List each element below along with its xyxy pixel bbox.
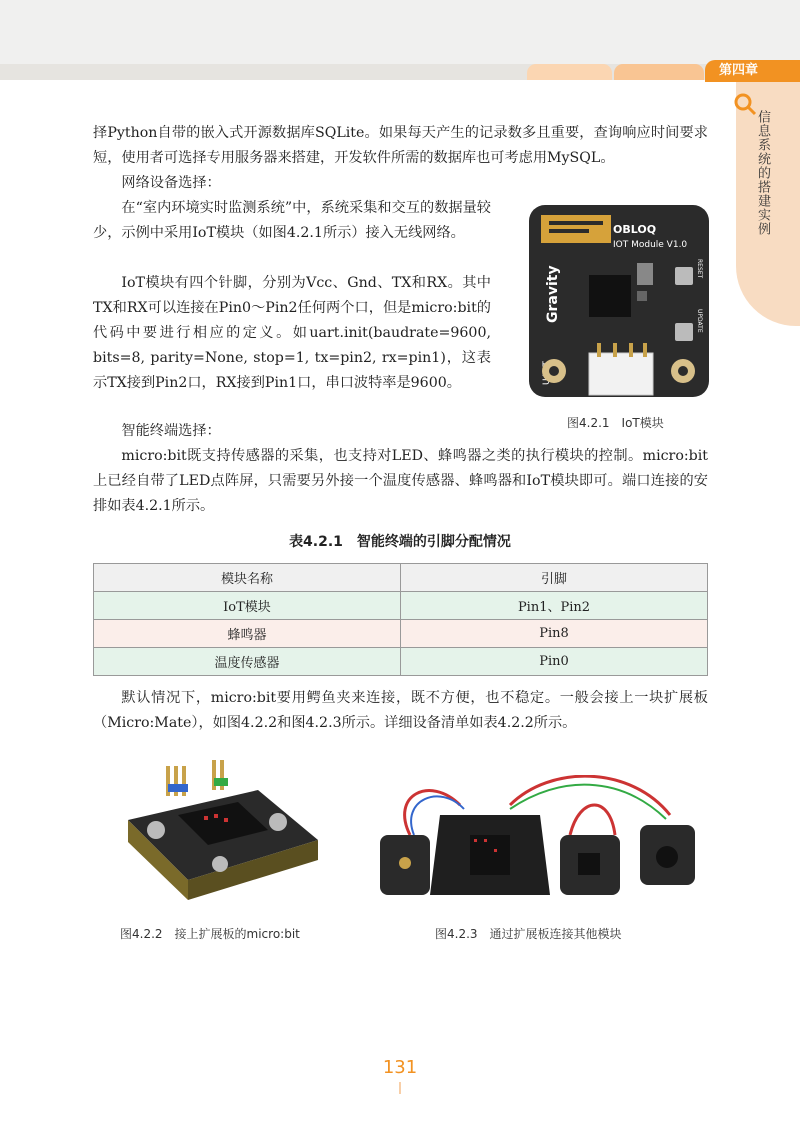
iot-label-obloq: OBLOQ	[613, 223, 657, 236]
iot-module-image	[527, 203, 711, 399]
cell-module: 蜂鸣器	[94, 620, 401, 648]
cell-pin: Pin1、Pin2	[401, 592, 708, 620]
figure-4-2-1-caption: 图4.2.1 IoT模块	[567, 416, 664, 430]
figure-4-2-2-caption: 图4.2.2 接上扩展板的micro:bit	[120, 927, 300, 941]
page-number: 131	[382, 1057, 418, 1078]
iot-label-update: UPDATE	[696, 309, 703, 333]
column-header-module: 模块名称	[94, 564, 401, 592]
microbit-expansion-image	[108, 760, 328, 910]
cell-pin: Pin0	[401, 648, 708, 676]
paragraph-microbit: micro:bit既支持传感器的采集，也支持对LED、蜂鸣器之类的执行模块的控制。micro:bit上已经自带了LED点阵屏，只需要另外接一个温度传感器、蜂鸣器和IoT模块即可。端口连接的安排如表4.2.1所示。	[93, 448, 708, 514]
table-row	[94, 648, 708, 676]
figure-4-2-3-caption: 图4.2.3 通过扩展板连接其他模块	[435, 927, 622, 941]
side-section-title: 信息系统的搭建实例	[755, 110, 770, 236]
paragraph-expansion-board: 默认情况下，micro:bit要用鳄鱼夹来连接，既不方便，也不稳定。一般会接上一块扩展板（Micro:Mate），如图4.2.2和图4.2.3所示。详细设备清单如表4.2.2所示。	[93, 690, 708, 731]
chapter-tab: 第四章	[705, 60, 800, 82]
connected-modules-image	[370, 775, 710, 910]
paragraph-network: 在“室内环境实时监测系统”中，系统采集和交互的数据量较少，示例中采用IoT模块（如图4.2.1所示）接入无线网络。	[93, 200, 491, 241]
cell-pin: Pin8	[401, 620, 708, 648]
page-marker	[399, 1082, 401, 1094]
header-band	[0, 0, 800, 64]
column-header-pin: 引脚	[401, 564, 708, 592]
paragraph-iot-pins: IoT模块有四个针脚，分别为Vcc、Gnd、TX和RX。其中TX和RX可以连接在Pin0～Pin2任何两个口，但是micro:bit的代码中要进行相应的定义。如uart.init(baudrate=9600, bits=8, parity=None, stop=1, tx=pin2, rx=pin1)，这表示TX接到Pin2口，RX接到Pin1口，串口波特率是9600。	[93, 275, 491, 391]
cell-module: 温度传感器	[94, 648, 401, 676]
header-tab-pale-1	[527, 64, 612, 80]
table-title: 表4.2.1 智能终端的引脚分配情况	[289, 534, 511, 550]
iot-label-gravity: Gravity	[545, 265, 561, 323]
table-header-row	[94, 564, 708, 592]
pin-assignment-table	[93, 563, 708, 676]
iot-label-module: IOT Module V1.0	[613, 240, 688, 250]
heading-smart-terminal: 智能终端选择：	[121, 423, 221, 439]
table-row	[94, 592, 708, 620]
cell-module: IoT模块	[94, 592, 401, 620]
heading-network-device: 网络设备选择：	[121, 175, 221, 191]
paragraph-database: 择Python自带的嵌入式开源数据库SQLite。如果每天产生的记录数多且重要，查询响应时间要求短，使用者可选择专用服务器来搭建，开发软件所需的数据库也可考虑用MySQL。	[93, 125, 708, 166]
header-tab-pale-2	[614, 64, 704, 80]
table-row	[94, 620, 708, 648]
iot-label-reset: RESET	[696, 259, 703, 279]
